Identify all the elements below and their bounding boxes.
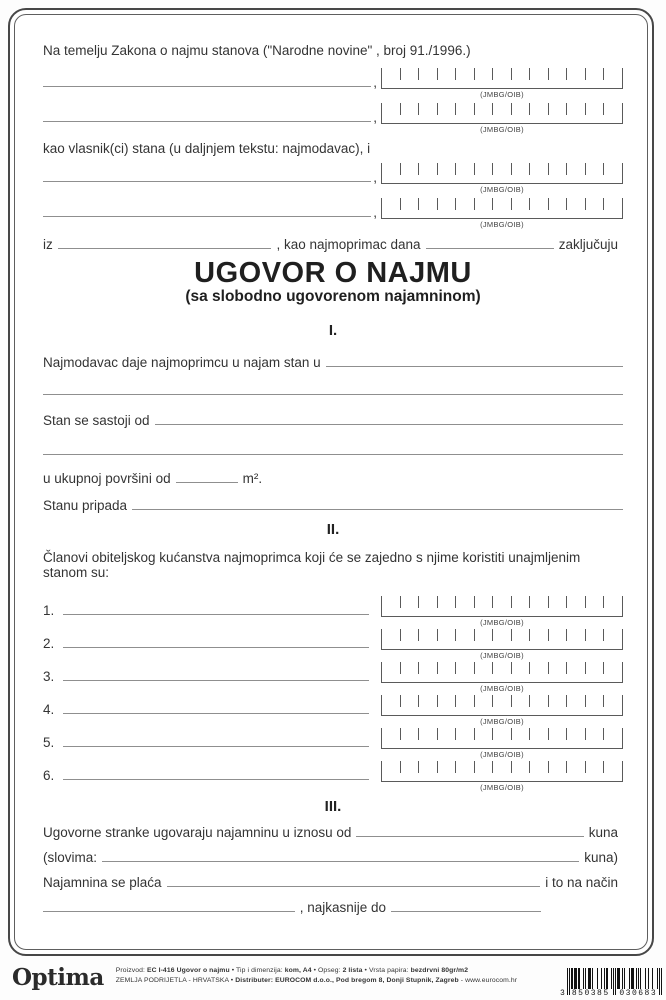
jmbg-field [381,728,623,759]
tenant-name-line [43,216,371,217]
s1-apartment-row [43,355,623,370]
jmbg-cell [382,596,400,608]
member-number: 5. [43,735,55,751]
apartment-contents-line [155,424,623,425]
jmbg-cell [492,728,511,740]
jmbg-cell [418,761,437,773]
household-member-row [43,728,623,759]
jmbg-box [381,629,623,650]
jmbg-cell [585,163,604,175]
household-members-list [43,596,623,792]
imprint-text [116,966,517,986]
jmbg-cell [529,198,548,210]
s1-line1-label: Najmodavac daje najmoprimcu u najam stan u [43,355,321,371]
jmbg-box [381,695,623,716]
deadline-date-line [391,911,541,912]
jmbg-cell [418,103,437,115]
member-number: 2. [43,636,55,652]
jmbg-cell [474,695,493,707]
imprint-line-1: Proizvod: EC I-416 Ugovor o najmu • Tip i dimenzija: kom, A4 • Opseg: 2 lista • Vrsta papira: bezdrvni 80gr/m2 [115,967,469,974]
comma-text: , [373,170,377,185]
jmbg-cell [437,761,456,773]
jmbg-cell [585,103,604,115]
member-number: 6. [43,768,55,784]
jmbg-label: (JMBG/OIB) [480,618,524,628]
jmbg-cell [400,662,419,674]
jmbg-field [381,629,623,660]
jmbg-cell [492,68,511,80]
contract-subtitle: (sa slobodno ugovorenom najamninom) [185,288,481,306]
tenant-name-line [43,181,371,182]
s1-consists-row [43,413,623,428]
jmbg-cell [400,103,419,115]
member-number: 4. [43,702,55,718]
contract-title: UGOVOR O NAJMU [194,257,472,289]
comma-text: , [373,110,377,125]
jmbg-cell [492,163,511,175]
rent-words-line [102,861,579,862]
jmbg-cell [455,103,474,115]
household-member-row [43,662,623,693]
jmbg-cell [455,728,474,740]
jmbg-cell [382,198,400,210]
section-i-heading: I. [328,322,338,340]
member-name-line [63,779,369,780]
jmbg-cell [511,103,530,115]
jmbg-cell [603,761,622,773]
member-name-line [63,713,369,714]
jmbg-cell [585,728,604,740]
household-member-row [43,596,623,627]
jmbg-cell [603,629,622,641]
jmbg-cell [566,103,585,115]
jmbg-box [381,163,623,184]
ean-barcode [560,968,662,998]
jmbg-cell [382,68,400,80]
jmbg-box [381,662,623,683]
optima-logo: Optima [12,964,104,991]
member-name-line [63,614,369,615]
jmbg-cell [474,761,493,773]
jmbg-cell [418,629,437,641]
jmbg-cell [548,103,567,115]
jmbg-cell [492,198,511,210]
s1-line2-label: Stan se sastoji od [43,413,150,429]
jmbg-cell [566,695,585,707]
jmbg-cell [585,629,604,641]
jmbg-cell [529,761,548,773]
date-line [426,248,554,249]
place-line [58,248,272,249]
jmbg-cell [400,596,419,608]
jmbg-field [381,68,623,99]
jmbg-cell [418,662,437,674]
intro-text: Na temelju Zakona o najmu stanova ("Narodne novine" , broj 91./1996.) [43,43,471,58]
jmbg-cell [474,728,493,740]
jmbg-cell [585,761,604,773]
s1-belongs-row [43,498,623,513]
jmbg-label: (JMBG/OIB) [480,750,524,760]
household-intro-text: Članovi obiteljskog kućanstva najmoprimca koji će se zajedno s njime koristiti unajmljenim stanom su: [43,550,581,581]
member-name-line [63,746,369,747]
page-border-outer [8,8,654,956]
jmbg-cell [418,728,437,740]
jmbg-cell [529,68,548,80]
jmbg-cell [474,629,493,641]
household-member-row [43,695,623,726]
landlord-name-row-2 [43,103,623,134]
household-member-row [43,761,623,792]
jmbg-label: (JMBG/OIB) [480,125,524,134]
jmbg-cell [455,662,474,674]
jmbg-cell [566,68,585,80]
area-value-line [176,482,238,483]
jmbg-cell [529,695,548,707]
jmbg-cell [400,163,419,175]
jmbg-box [381,728,623,749]
jmbg-cell [474,103,493,115]
owner-clause-text: kao vlasnik(ci) stana (u daljnjem tekstu: najmodavac), i [43,141,371,156]
jmbg-cell [455,761,474,773]
jmbg-label: (JMBG/OIB) [480,220,524,229]
jmbg-cell [548,198,567,210]
jmbg-cell [437,695,456,707]
jmbg-cell [455,163,474,175]
s3-line1-pre-label: Ugovorne stranke ugovaraju najamninu u iznosu od [43,825,352,841]
jmbg-cell [437,163,456,175]
jmbg-cell [400,629,419,641]
tenant-name-row-1 [43,163,623,194]
member-number: 3. [43,669,55,685]
jmbg-field [381,761,623,792]
s1-area-row [43,471,623,486]
jmbg-cell [400,761,419,773]
jmbg-cell [529,662,548,674]
jmbg-field [381,198,623,229]
jmbg-cell [529,629,548,641]
jmbg-cell [400,68,419,80]
jmbg-label: (JMBG/OIB) [480,90,524,99]
jmbg-cell [418,198,437,210]
jmbg-field [381,695,623,726]
jmbg-cell [474,163,493,175]
jmbg-cell [585,662,604,674]
jmbg-field [381,103,623,134]
jmbg-cell [382,662,400,674]
jmbg-label: (JMBG/OIB) [480,717,524,727]
jmbg-cell [585,198,604,210]
jmbg-cell [492,761,511,773]
section-iii-heading: III. [324,798,342,816]
s3-line3-pre-label: Najamnina se plaća [43,875,162,891]
jmbg-cell [529,596,548,608]
jmbg-cell [455,695,474,707]
s3-rent-amount-row [43,825,623,840]
jmbg-cell [603,662,622,674]
s3-line3-post-label: i to na način [545,875,618,891]
jmbg-cell [474,198,493,210]
jmbg-cell [585,596,604,608]
jmbg-box [381,103,623,124]
comma-text: , [373,205,377,220]
barcode-digits: 3 850385 030683 [560,989,658,998]
jmbg-cell [511,761,530,773]
section-ii-heading: II. [326,521,340,539]
s3-line2-post-label: kuna) [584,850,618,866]
jmbg-cell [548,163,567,175]
jmbg-cell [437,629,456,641]
tenant-name-row-2 [43,198,623,229]
s3-line2-pre-label: (slovima: [43,850,98,866]
jmbg-cell [511,695,530,707]
jmbg-cell [400,198,419,210]
jmbg-cell [585,695,604,707]
jmbg-cell [474,662,493,674]
jmbg-cell [400,695,419,707]
s3-line4-mid-label: , najkasnije do [299,900,386,916]
jmbg-cell [511,163,530,175]
jmbg-cell [418,596,437,608]
s3-deadline-row [43,900,623,915]
place-and-date-row [43,237,623,252]
jmbg-cell [603,103,622,115]
jmbg-cell [455,198,474,210]
jmbg-label: (JMBG/OIB) [480,783,524,793]
jmbg-cell [418,695,437,707]
conclude-label: zaključuju [558,237,618,252]
jmbg-cell [382,761,400,773]
jmbg-cell [382,728,400,740]
jmbg-cell [437,596,456,608]
jmbg-field [381,662,623,693]
apartment-contents-line-2 [43,454,623,455]
jmbg-cell [566,662,585,674]
comma-text: , [373,75,377,90]
jmbg-cell [492,629,511,641]
s3-payment-row [43,875,623,890]
jmbg-label: (JMBG/OIB) [480,651,524,661]
jmbg-cell [603,695,622,707]
landlord-name-line [43,121,371,122]
landlord-name-line [43,86,371,87]
member-name-line [63,680,369,681]
jmbg-cell [585,68,604,80]
jmbg-cell [548,728,567,740]
rent-amount-line [356,836,583,837]
jmbg-box [381,198,623,219]
jmbg-cell [548,629,567,641]
apartment-address-line [326,366,623,367]
jmbg-cell [437,728,456,740]
landlord-name-row-1 [43,68,623,99]
payment-method-line [43,911,295,912]
jmbg-cell [437,198,456,210]
jmbg-cell [474,596,493,608]
jmbg-cell [382,629,400,641]
jmbg-cell [548,68,567,80]
jmbg-box [381,596,623,617]
payment-schedule-line [167,886,541,887]
jmbg-cell [418,68,437,80]
household-member-row [43,629,623,660]
jmbg-cell [566,629,585,641]
jmbg-cell [511,629,530,641]
jmbg-cell [566,198,585,210]
tenant-clause-text: , kao najmoprimac dana [276,237,421,252]
s1-line3-pre-label: u ukupnoj površini od [43,471,171,487]
jmbg-cell [603,198,622,210]
imprint-footer [12,963,554,989]
apartment-address-line-2 [43,394,623,395]
jmbg-cell [566,596,585,608]
jmbg-cell [382,163,400,175]
member-number: 1. [43,603,55,619]
s3-rent-words-row [43,850,623,865]
s1-line4-label: Stanu pripada [43,498,128,514]
jmbg-cell [382,695,400,707]
s1-line3-post-label: m². [242,471,263,487]
jmbg-cell [437,662,456,674]
jmbg-cell [437,68,456,80]
jmbg-cell [418,163,437,175]
jmbg-cell [511,68,530,80]
jmbg-cell [382,103,400,115]
jmbg-field [381,596,623,627]
jmbg-cell [492,695,511,707]
jmbg-box [381,761,623,782]
jmbg-cell [603,68,622,80]
jmbg-field [381,163,623,194]
jmbg-cell [511,728,530,740]
jmbg-cell [437,103,456,115]
s3-line1-post-label: kuna [588,825,618,841]
jmbg-cell [455,629,474,641]
jmbg-cell [455,68,474,80]
member-name-line [63,647,369,648]
jmbg-cell [474,68,493,80]
jmbg-cell [511,662,530,674]
jmbg-cell [400,728,419,740]
jmbg-label: (JMBG/OIB) [480,185,524,194]
jmbg-cell [492,103,511,115]
jmbg-cell [511,596,530,608]
jmbg-cell [492,662,511,674]
jmbg-label: (JMBG/OIB) [480,684,524,694]
belongings-line [132,509,623,510]
jmbg-cell [529,103,548,115]
jmbg-cell [566,163,585,175]
iz-label: iz [43,237,53,252]
jmbg-cell [455,596,474,608]
jmbg-cell [529,163,548,175]
jmbg-cell [548,695,567,707]
jmbg-box [381,68,623,89]
imprint-line-2: ZEMLJA PODRIJETLA - HRVATSKA • Distributer: EUROCOM d.o.o., Pod bregom 8, Donji Stupnik, Zagreb - www.eurocom.hr [115,977,518,985]
page-border-inner [14,14,648,950]
jmbg-cell [548,596,567,608]
jmbg-cell [566,728,585,740]
jmbg-cell [548,761,567,773]
jmbg-cell [511,198,530,210]
jmbg-cell [566,761,585,773]
jmbg-cell [492,596,511,608]
jmbg-cell [603,163,622,175]
jmbg-cell [548,662,567,674]
jmbg-cell [603,728,622,740]
jmbg-cell [603,596,622,608]
jmbg-cell [529,728,548,740]
